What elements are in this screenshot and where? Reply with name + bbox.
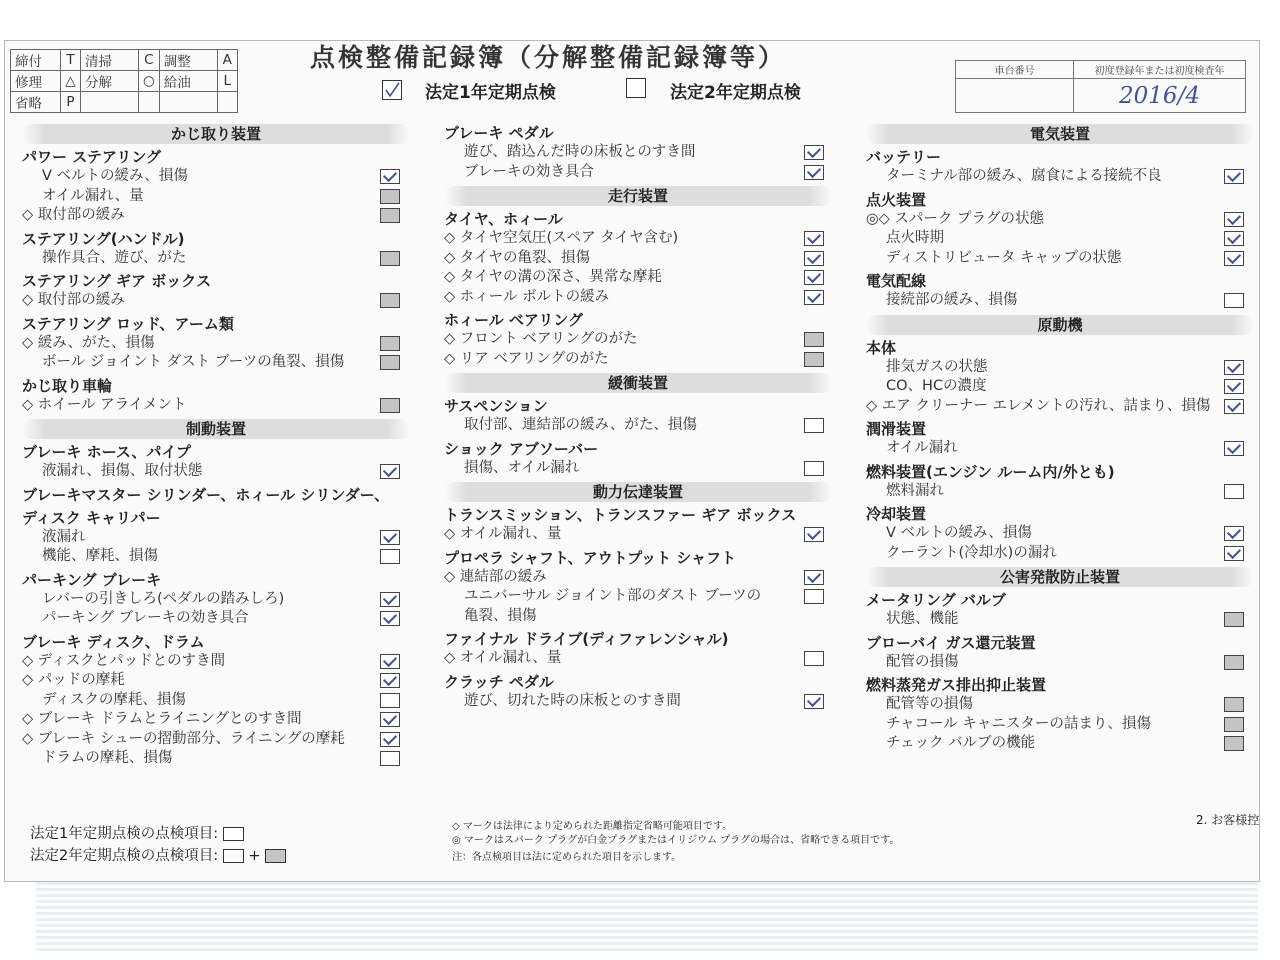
checklist-item xyxy=(22,609,410,629)
legend-cell: 分解 xyxy=(81,71,139,92)
item-label: 遊び、踏込んだ時の床板とのすき間 xyxy=(464,144,696,160)
item-label: クーラント(冷却水)の漏れ xyxy=(886,544,1057,561)
section-header: 制動装置 xyxy=(22,419,410,439)
section-header: 緩衝装置 xyxy=(444,373,832,393)
item-label: ドラムの摩耗、損傷 xyxy=(42,750,173,766)
checked-box[interactable] xyxy=(1224,169,1244,184)
legal1-checkbox[interactable] xyxy=(382,80,402,100)
checked-box[interactable] xyxy=(380,611,400,626)
document-title: 点検整備記録簿（分解整備記録簿等） xyxy=(310,43,787,72)
checklist-item xyxy=(444,587,832,607)
item-label: チェック バルブの機能 xyxy=(886,735,1036,751)
checked-box[interactable] xyxy=(380,673,400,688)
check-box[interactable] xyxy=(804,332,824,347)
checklist-item xyxy=(444,330,832,350)
item-label: ◇ タイヤの溝の深さ、異常な摩耗 xyxy=(444,269,662,285)
checklist-item xyxy=(444,692,832,712)
checklist-item xyxy=(22,187,410,207)
checklist-item xyxy=(22,730,410,750)
check-box[interactable] xyxy=(380,293,400,308)
group-title: ブレーキ ディスク、ドラム xyxy=(22,632,205,651)
item-label: ◇ 連結部の緩み xyxy=(444,568,547,585)
item-label: チャコール キャニスターの詰まり、損傷 xyxy=(886,715,1151,732)
item-label: レバーの引きしろ(ペダルの踏みしろ) xyxy=(42,590,285,607)
column-steering-brakes xyxy=(22,120,410,769)
group-title: サスペンション xyxy=(444,397,548,415)
item-label: ボール ジョイント ダスト ブーツの亀裂、損傷 xyxy=(42,354,345,370)
group-title: ブローバイ ガス還元装置 xyxy=(866,633,1036,652)
item-label: ユニバーサル ジョイント部のダスト ブーツの xyxy=(464,588,762,604)
group-title: ファイナル ドライブ(ディファレンシャル) xyxy=(444,630,729,648)
legend-cell: 省略 xyxy=(11,92,61,113)
group-title: ブレーキ ペダル xyxy=(444,124,554,142)
checklist-item xyxy=(22,462,410,482)
item-label: パーキング ブレーキの効き具合 xyxy=(42,610,249,626)
item-label: 点火時期 xyxy=(886,230,944,246)
legal2-checkbox[interactable] xyxy=(626,78,646,98)
group-title: クラッチ ペダル xyxy=(444,672,554,691)
group-title: ショック アブソーバー xyxy=(444,439,599,458)
checklist-item xyxy=(444,249,832,269)
item-label: 液漏れ、損傷、取付状態 xyxy=(42,463,203,479)
checklist-item xyxy=(866,610,1254,630)
group-title: パワー ステアリング xyxy=(22,148,162,166)
item-label: ターミナル部の緩み、腐食による接続不良 xyxy=(886,168,1162,184)
item-label: V ベルトの緩み、損傷 xyxy=(886,525,1032,541)
checklist-item xyxy=(866,229,1254,249)
checked-box[interactable] xyxy=(804,290,824,305)
legend-white-box xyxy=(223,827,244,841)
checklist-item xyxy=(866,291,1254,311)
group-title: タイヤ、ホィール xyxy=(444,210,563,228)
checklist-item xyxy=(444,607,832,627)
page-label: 2. お客様控 xyxy=(1196,813,1260,827)
check-box[interactable] xyxy=(1224,484,1244,499)
checklist-item xyxy=(22,353,410,373)
legal1-items-legend xyxy=(30,822,244,843)
legend-gray-box xyxy=(265,849,286,863)
item-label: ◇ 取付部の緩み xyxy=(22,207,125,223)
item-label: ◇ ホイール アライメント xyxy=(22,396,187,413)
section-header: 公害発散防止装置 xyxy=(866,567,1254,587)
checklist-item xyxy=(866,167,1254,187)
checklist-item xyxy=(444,459,832,479)
item-label: ディスクの摩耗、損傷 xyxy=(42,691,186,708)
checklist-item xyxy=(22,710,410,730)
check-box[interactable] xyxy=(380,398,400,413)
legend-cell: 締付 xyxy=(11,50,61,71)
column-electrical-engine xyxy=(866,120,1254,754)
checklist-item xyxy=(444,163,832,183)
check-box[interactable] xyxy=(804,589,824,604)
check-box[interactable] xyxy=(380,336,400,351)
item-label: ◇ オイル漏れ、量 xyxy=(444,526,562,542)
checked-box[interactable] xyxy=(1224,441,1244,456)
note-general: 注：各点検項目は法に定められた項目を示します。 xyxy=(452,852,682,863)
item-label: ◇ ブレーキ ドラムとライニングとのすき間 xyxy=(22,711,302,727)
item-label: 排気ガスの状態 xyxy=(886,358,988,375)
check-box[interactable] xyxy=(380,251,400,266)
checklist-item xyxy=(22,334,410,354)
checked-box[interactable] xyxy=(804,251,824,266)
item-label: ◇ タイヤの亀裂、損傷 xyxy=(444,249,590,266)
group-title: ホィール ベアリング xyxy=(444,311,584,329)
group-title: プロペラ シャフト、アウトプット シャフト xyxy=(444,548,736,567)
checked-box[interactable] xyxy=(1224,360,1244,375)
legend-cell: P xyxy=(61,92,81,113)
legend-cell: 給油 xyxy=(159,71,217,92)
checked-box[interactable] xyxy=(1224,231,1244,246)
item-label: ◇ ブレーキ シューの摺動部分、ライニングの摩耗 xyxy=(22,730,345,747)
legal1-items-label: 法定1年定期点検の点検項目: xyxy=(30,826,219,842)
group-title: 電気配線 xyxy=(866,272,927,290)
reg-number-label: 車台番号 xyxy=(956,61,1074,79)
checklist-item xyxy=(22,691,410,711)
item-label: ◇ パッドの摩耗 xyxy=(22,672,125,688)
legal2-items-legend xyxy=(30,844,286,865)
item-label: ◇ フロント ベアリングのがた xyxy=(444,331,638,347)
checklist-item xyxy=(22,590,410,610)
note-double-circle: ◎ マークはスパーク プラグが白金プラグまたはイリジウム プラグの場合は、省略できる項目です。 xyxy=(452,835,900,846)
check-box[interactable] xyxy=(804,418,824,433)
checked-box[interactable] xyxy=(804,145,824,160)
check-box[interactable] xyxy=(380,549,400,564)
item-label: V ベルトの緩み、損傷 xyxy=(42,168,188,184)
group-title: ステアリング(ハンドル) xyxy=(22,229,185,248)
group-title: バッテリー xyxy=(866,148,942,166)
group-title: ステアリング ギア ボックス xyxy=(22,272,212,290)
checked-box[interactable] xyxy=(804,570,824,585)
checked-box[interactable] xyxy=(380,654,400,669)
group-title: 潤滑装置 xyxy=(866,420,927,438)
checklist-item xyxy=(22,652,410,672)
check-box[interactable] xyxy=(804,352,824,367)
checklist-item xyxy=(866,397,1254,417)
column-running-drivetrain xyxy=(444,120,832,711)
group-title: パーキング ブレーキ xyxy=(22,570,162,589)
checklist-item xyxy=(866,482,1254,502)
legal2-items-label: 法定2年定期点検の点検項目: xyxy=(30,848,219,864)
check-box[interactable] xyxy=(380,189,400,204)
group-title: ディスク キャリパー xyxy=(22,508,161,527)
legend-cell xyxy=(81,92,139,113)
checklist-item xyxy=(866,544,1254,564)
check-box[interactable] xyxy=(804,651,824,666)
first-reg-value: 2016/4 xyxy=(1119,82,1200,109)
checklist-item xyxy=(444,416,832,436)
section-header: かじ取り装置 xyxy=(22,124,410,144)
group-title: 燃料装置(エンジン ルーム内/外とも) xyxy=(866,462,1115,481)
checklist-item xyxy=(444,288,832,308)
checked-box[interactable] xyxy=(804,694,824,709)
group-title: 燃料蒸発ガス排出抑止装置 xyxy=(866,676,1047,694)
item-label: オイル漏れ xyxy=(886,440,958,456)
legend-cell xyxy=(159,92,217,113)
item-label: 状態、機能 xyxy=(886,611,959,627)
checklist-item xyxy=(866,524,1254,544)
checklist-item xyxy=(866,439,1254,459)
group-title: ステアリング ロッド、アーム類 xyxy=(22,314,234,333)
first-reg-value-cell xyxy=(1074,79,1246,113)
group-title: 冷却装置 xyxy=(866,505,927,523)
reg-number-value xyxy=(956,79,1074,113)
legend-cell: C xyxy=(139,50,160,71)
checked-box[interactable] xyxy=(1224,526,1244,541)
legend-cell: 清掃 xyxy=(81,50,139,71)
checked-box[interactable] xyxy=(1224,399,1244,414)
checklist-item xyxy=(22,528,410,548)
item-label: 亀裂、損傷 xyxy=(464,607,537,624)
checklist-item xyxy=(444,268,832,288)
checklist-item xyxy=(866,377,1254,397)
registration-table xyxy=(955,60,1246,113)
checked-box[interactable] xyxy=(804,165,824,180)
item-label: ブレーキの効き具合 xyxy=(464,163,594,180)
check-box[interactable] xyxy=(380,693,400,708)
checklist-item xyxy=(866,653,1254,673)
legend-plus: + xyxy=(248,848,261,864)
checklist-item xyxy=(866,358,1254,378)
checklist-item xyxy=(444,525,832,545)
checked-box[interactable] xyxy=(1224,546,1244,561)
checked-box[interactable] xyxy=(380,732,400,747)
checklist-item xyxy=(866,210,1254,230)
checklist-item xyxy=(866,734,1254,754)
legend-cell xyxy=(217,92,237,113)
item-label: 取付部、連結部の緩み、がた、損傷 xyxy=(464,417,697,433)
item-label: ◇ 取付部の緩み xyxy=(22,292,125,308)
item-label: 機能、摩耗、損傷 xyxy=(42,548,158,564)
item-label: 配管の損傷 xyxy=(886,653,959,670)
section-header: 走行装置 xyxy=(444,186,832,206)
checklist-item xyxy=(444,568,832,588)
check-box[interactable] xyxy=(380,355,400,370)
note-diamond: ◇ マークは法律により定められた距離指定省略可能項目です。 xyxy=(452,821,733,832)
item-label: オイル漏れ、量 xyxy=(42,187,144,204)
checklist-item xyxy=(22,749,410,769)
check-box[interactable] xyxy=(1224,717,1244,732)
checked-box[interactable] xyxy=(1224,251,1244,266)
item-label: ◎◇ スパーク プラグの状態 xyxy=(866,210,1045,227)
group-title: トランスミッション、トランスファー ギア ボックス xyxy=(444,506,797,524)
section-header: 動力伝達装置 xyxy=(444,482,832,502)
checked-box[interactable] xyxy=(380,530,400,545)
checklist-item xyxy=(22,206,410,226)
item-label: 操作具合、遊び、がた xyxy=(42,249,187,266)
item-label: 燃料漏れ xyxy=(886,482,944,499)
item-label: ◇ エア クリーナー エレメントの汚れ、詰まり、損傷 xyxy=(866,397,1211,414)
checked-box[interactable] xyxy=(1224,212,1244,227)
group-title: ブレーキ ホース、パイプ xyxy=(22,443,191,461)
check-box[interactable] xyxy=(1224,697,1244,712)
checked-box[interactable] xyxy=(804,231,824,246)
item-label: ◇ ホィール ボルトの緩み xyxy=(444,288,610,305)
item-label: 配管等の損傷 xyxy=(886,696,973,712)
section-header: 電気装置 xyxy=(866,124,1254,144)
item-label: 損傷、オイル漏れ xyxy=(464,459,580,476)
legend-cell: ○ xyxy=(139,71,160,92)
checklist-item xyxy=(22,291,410,311)
item-label: ◇ リア ベアリングのがた xyxy=(444,350,609,367)
checklist-item xyxy=(444,143,832,163)
checked-box[interactable] xyxy=(380,712,400,727)
legend-cell: 調整 xyxy=(159,50,217,71)
paper-stack-edge xyxy=(36,882,1258,954)
checklist-item xyxy=(22,671,410,691)
checked-box[interactable] xyxy=(1224,379,1244,394)
check-box[interactable] xyxy=(1224,293,1244,308)
checklist-item xyxy=(22,167,410,187)
check-box[interactable] xyxy=(1224,655,1244,670)
checked-box[interactable] xyxy=(380,464,400,479)
legend-white-box xyxy=(223,849,244,863)
checked-box[interactable] xyxy=(380,169,400,184)
group-title: メータリング バルブ xyxy=(866,591,1006,609)
check-box[interactable] xyxy=(380,208,400,223)
item-label: ◇ ディスクとパッドとのすき間 xyxy=(22,652,226,669)
group-title: 本体 xyxy=(866,338,897,357)
legend-cell: △ xyxy=(61,71,81,92)
checklist-item xyxy=(444,229,832,249)
item-label: ◇ タイヤ空気圧(スペア タイヤ含む) xyxy=(444,230,679,246)
legal2-label: 法定2年定期点検 xyxy=(670,83,801,103)
checked-box[interactable] xyxy=(804,527,824,542)
checklist-item xyxy=(444,649,832,669)
check-box[interactable] xyxy=(1224,612,1244,627)
checked-box[interactable] xyxy=(804,270,824,285)
legend-cell: 修理 xyxy=(11,71,61,92)
item-label: 遊び、切れた時の床板とのすき間 xyxy=(464,692,681,709)
symbol-legend-table xyxy=(10,49,238,113)
legend-cell: T xyxy=(61,50,81,71)
checklist-item xyxy=(866,695,1254,715)
legal1-label: 法定1年定期点検 xyxy=(425,83,556,103)
checklist-item xyxy=(22,396,410,416)
section-header: 原動機 xyxy=(866,315,1254,335)
legend-cell: L xyxy=(217,71,237,92)
group-title: 点火装置 xyxy=(866,190,927,209)
item-label: ◇ オイル漏れ、量 xyxy=(444,650,562,666)
item-label: 液漏れ xyxy=(42,528,86,545)
checklist-item xyxy=(444,350,832,370)
item-label: 接続部の緩み、損傷 xyxy=(886,292,1018,308)
check-box[interactable] xyxy=(1224,736,1244,751)
legend-cell xyxy=(139,92,160,113)
check-box[interactable] xyxy=(804,461,824,476)
item-label: ディストリビュータ キャップの状態 xyxy=(886,249,1122,266)
checklist-item xyxy=(22,547,410,567)
check-box[interactable] xyxy=(380,751,400,766)
checklist-item xyxy=(866,715,1254,735)
checklist-item xyxy=(22,249,410,269)
checklist-item xyxy=(866,249,1254,269)
first-reg-label: 初度登録年または初度検査年 xyxy=(1074,61,1246,79)
group-title: かじ取り車輪 xyxy=(22,376,113,395)
item-label: CO、HCの濃度 xyxy=(886,378,987,394)
checked-box[interactable] xyxy=(380,592,400,607)
item-label: ◇ 緩み、がた、損傷 xyxy=(22,334,155,351)
group-title: ブレーキマスター シリンダー、ホィール シリンダー、 xyxy=(22,485,390,504)
legend-cell: A xyxy=(217,50,237,71)
